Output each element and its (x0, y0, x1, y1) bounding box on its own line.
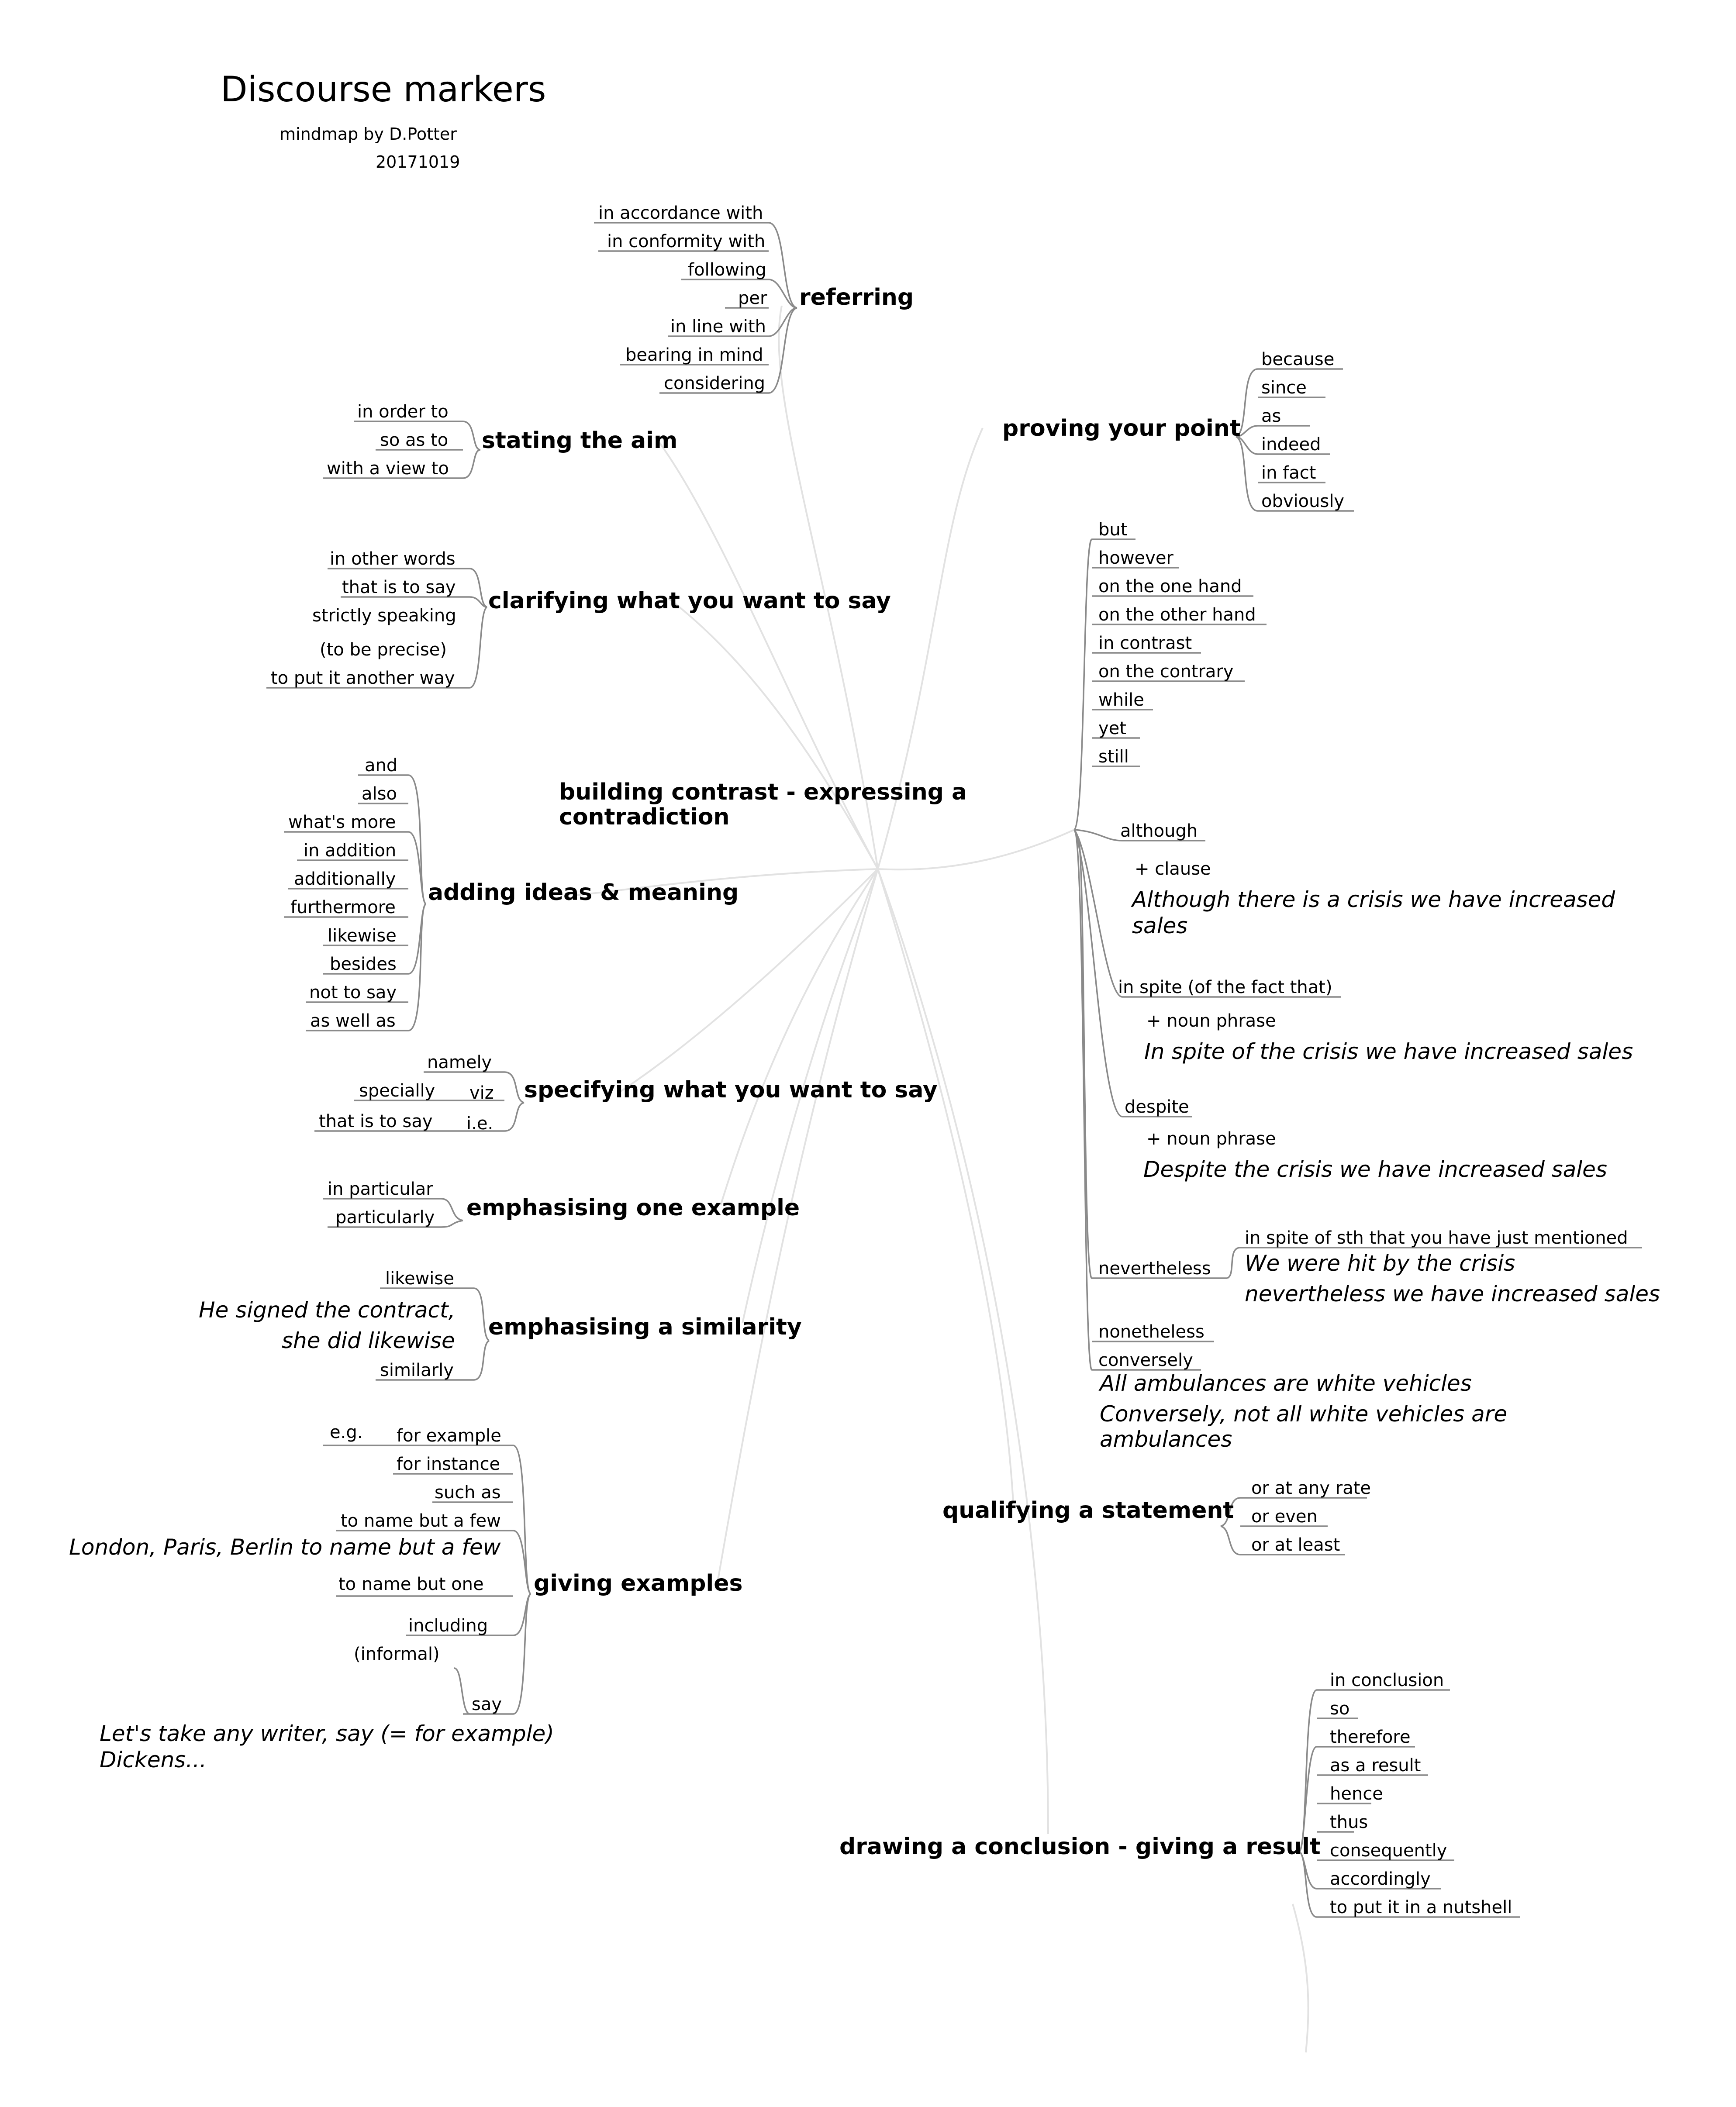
leaf-accordingly: accordingly (1330, 1869, 1431, 1889)
leaf-nonetheless: nonetheless (1098, 1322, 1205, 1342)
example-ambulances: ambulances (1100, 1427, 1232, 1452)
leaf-strictly-speaking: strictly speaking (312, 606, 456, 626)
leaf-obviously: obviously (1261, 491, 1345, 511)
leaf-in-fact: in fact (1261, 463, 1316, 483)
leaf-since: since (1261, 378, 1307, 398)
leaf-that-is-to-say-2: that is to say (319, 1111, 433, 1131)
leaf-in-order-to: in order to (357, 402, 449, 422)
example-hit-by-crisis: We were hit by the crisis (1245, 1251, 1515, 1276)
leaf-in-accordance-with: in accordance with (598, 203, 763, 223)
note-noun-phrase-2: + noun phrase (1146, 1129, 1276, 1149)
leaf-in-addition: in addition (304, 841, 397, 861)
leaf-therefore: therefore (1330, 1727, 1411, 1747)
leaf-per: per (738, 288, 767, 308)
leaf-not-to-say: not to say (309, 983, 397, 1003)
leaf-likewise: likewise (328, 926, 397, 946)
leaf-similarly: similarly (380, 1360, 454, 1380)
leaf-in-other-words: in other words (330, 549, 456, 569)
leaf-as-a-result: as a result (1330, 1755, 1421, 1776)
leaf-so-as-to: so as to (380, 430, 449, 450)
category-giving-examples: giving examples (534, 1570, 743, 1597)
note-noun-phrase-1: + noun phrase (1146, 1011, 1276, 1031)
leaf-but: but (1098, 520, 1128, 540)
category-building-contrast: building contrast - expressing a (559, 779, 967, 805)
leaf-however: however (1098, 548, 1173, 568)
leaf-to-put-it-another-way: to put it another way (271, 668, 455, 688)
leaf-to-name-but-a-few: to name but a few (341, 1511, 501, 1531)
leaf-say: say (472, 1694, 502, 1714)
example-london-paris-berlin: London, Paris, Berlin to name but a few (69, 1535, 501, 1560)
example-conversely-not-all: Conversely, not all white vehicles are (1100, 1401, 1508, 1427)
leaf-that-is-to-say: that is to say (342, 577, 456, 597)
example-although-crisis: Although there is a crisis we have increased (1132, 887, 1615, 912)
leaf-in-contrast: in contrast (1098, 633, 1192, 653)
leaf-also: also (362, 784, 397, 804)
leaf-or-even: or even (1251, 1507, 1318, 1527)
leaf-in-spite-of-the-fact-that: in spite (of the fact that) (1118, 977, 1332, 997)
example-she-did-likewise: she did likewise (282, 1328, 455, 1353)
leaf-despite: despite (1125, 1097, 1189, 1117)
leaf-informal: (informal) (354, 1644, 440, 1664)
leaf-for-instance: for instance (397, 1454, 500, 1474)
category-emphasising-similarity: emphasising a similarity (488, 1314, 802, 1340)
category-emphasising-one-example: emphasising one example (466, 1195, 800, 1221)
leaf-although: although (1120, 821, 1198, 841)
leaf-to-name-but-one: to name but one (338, 1574, 484, 1594)
leaf-in-conclusion: in conclusion (1330, 1670, 1444, 1690)
byline: mindmap by D.Potter (280, 124, 457, 144)
example-although-sales: sales (1132, 913, 1188, 938)
category-drawing-conclusion: drawing a conclusion - giving a result (839, 1834, 1321, 1860)
category-referring: referring (799, 284, 914, 310)
leaf-ie: i.e. (466, 1114, 494, 1134)
leaf-particularly: particularly (335, 1207, 435, 1228)
note-plus-clause: + clause (1135, 859, 1211, 879)
leaf-as-well-as: as well as (310, 1011, 396, 1031)
leaf-to-be-precise: (to be precise) (320, 640, 447, 660)
leaf-besides: besides (330, 954, 397, 974)
leaf-in-conformity-with: in conformity with (607, 231, 766, 252)
category-building-contrast-line2: contradiction (559, 804, 730, 830)
leaf-specially: specially (359, 1081, 435, 1101)
leaf-hence: hence (1330, 1784, 1383, 1804)
leaf-considering: considering (664, 373, 766, 393)
leaf-consequently: consequently (1330, 1841, 1447, 1861)
category-qualifying: qualifying a statement (942, 1497, 1234, 1524)
example-ambulances-white: All ambulances are white vehicles (1100, 1371, 1472, 1396)
date-stamp: 20171019 (376, 152, 460, 172)
leaf-or-at-least: or at least (1251, 1535, 1340, 1555)
leaf-furthermore: furthermore (290, 897, 396, 917)
leaf-so: so (1330, 1699, 1350, 1719)
leaf-for-example: for example (397, 1426, 501, 1446)
example-despite-crisis: Despite the crisis we have increased sales (1143, 1157, 1607, 1182)
leaf-namely: namely (427, 1052, 492, 1072)
leaf-as: as (1261, 406, 1281, 426)
example-in-spite-crisis: In spite of the crisis we have increased sales (1144, 1039, 1633, 1064)
leaf-including: including (408, 1616, 488, 1636)
category-specifying: specifying what you want to say (524, 1077, 938, 1103)
leaf-yet: yet (1098, 718, 1126, 738)
leaf-viz: viz (469, 1083, 494, 1103)
leaf-following: following (688, 260, 766, 280)
leaf-in-line-with: in line with (670, 317, 766, 337)
leaf-such-as: such as (435, 1483, 501, 1503)
leaf-still: still (1098, 747, 1129, 767)
leaf-on-the-one-hand: on the one hand (1098, 576, 1242, 597)
leaf-thus: thus (1330, 1812, 1368, 1832)
leaf-because: because (1261, 349, 1335, 369)
leaf-and: and (365, 755, 398, 776)
leaf-while: while (1098, 690, 1144, 710)
category-proving-your-point: proving your point (1002, 415, 1241, 441)
leaf-with-a-view-to: with a view to (327, 459, 449, 479)
leaf-indeed: indeed (1261, 435, 1321, 455)
leaf-conversely: conversely (1098, 1350, 1193, 1370)
example-signed-contract: He signed the contract, (199, 1297, 456, 1323)
leaf-likewise-2: likewise (385, 1269, 454, 1289)
leaf-on-the-contrary: on the contrary (1098, 662, 1234, 682)
leaf-bearing-in-mind: bearing in mind (625, 345, 763, 365)
leaf-in-particular: in particular (328, 1179, 433, 1199)
leaf-additionally: additionally (294, 869, 396, 889)
example-dickens: Dickens... (100, 1747, 207, 1773)
note-in-spite-of-sth: in spite of sth that you have just mentioned (1245, 1228, 1628, 1248)
example-any-writer: Let's take any writer, say (= for example) (100, 1721, 554, 1746)
leaf-eg: e.g. (330, 1422, 363, 1442)
leaf-whats-more: what's more (288, 812, 396, 832)
category-stating-the-aim: stating the aim (482, 428, 678, 454)
leaf-nevertheless: nevertheless (1098, 1259, 1211, 1279)
leaf-or-at-any-rate: or at any rate (1251, 1478, 1371, 1498)
example-nevertheless-sales: nevertheless we have increased sales (1245, 1281, 1660, 1307)
leaf-on-the-other-hand: on the other hand (1098, 605, 1256, 625)
page-title: Discourse markers (221, 69, 546, 110)
category-clarifying: clarifying what you want to say (488, 588, 891, 614)
leaf-to-put-it-in-a-nutshell: to put it in a nutshell (1330, 1897, 1512, 1917)
category-adding-ideas: adding ideas & meaning (428, 879, 739, 906)
